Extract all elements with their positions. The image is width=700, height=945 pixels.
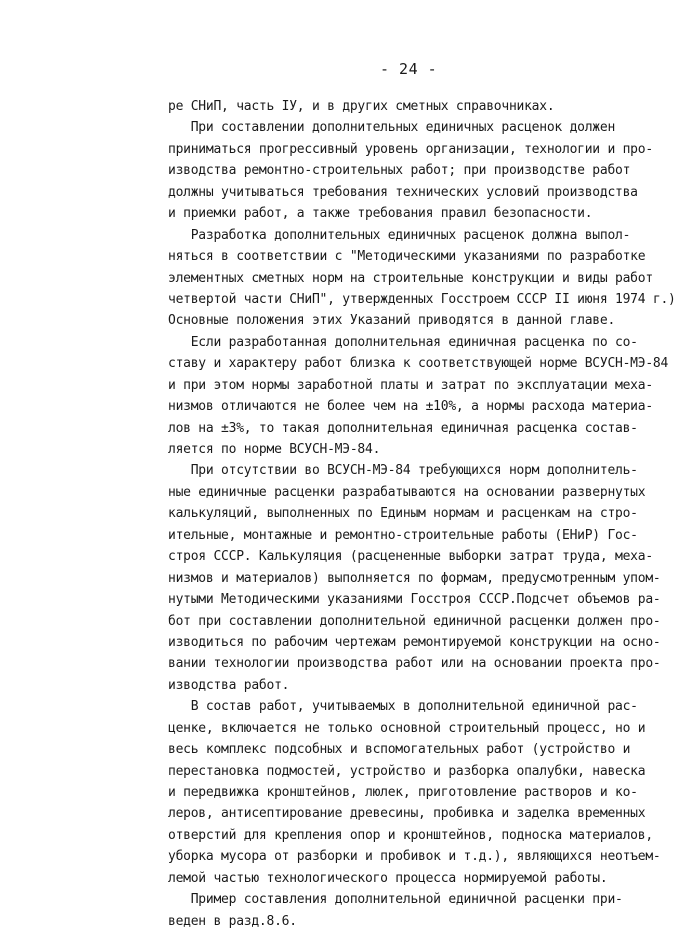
text-line: бот при составлении дополнительной единичной расценки должен про-: [168, 613, 661, 629]
text-line: весь комплекс подсобных и вспомогательных работ (устройство и: [168, 742, 631, 758]
text-line: няться в соответствии с "Методическими указаниями по разработке: [168, 249, 646, 265]
text-line: уборка мусора от разборки и пробивок и т.д.), являющихся неотъем-: [168, 849, 661, 865]
text-line: калькуляций, выполненных по Единым нормам и расценкам на стро-: [168, 506, 638, 522]
body-text: [168, 96, 676, 932]
text-line: Основные положения этих Указаний приводятся в данной главе.: [168, 313, 616, 329]
text-line: ные единичные расценки разрабатываются на основании развернутых: [168, 484, 646, 500]
page-number: - 24 -: [380, 60, 438, 78]
text-line: веден в разд.8.6.: [168, 913, 297, 929]
text-line: В состав работ, учитываемых в дополнительной единичной рас-: [168, 699, 638, 715]
text-line: лемой частью технологического процесса нормируемой работы.: [168, 870, 608, 886]
text-line: отверстий для крепления опор и кронштейнов, подноска материалов,: [168, 827, 653, 843]
text-line: и передвижка кронштейнов, люлек, приготовление растворов и ко-: [168, 785, 638, 800]
text-line: и при этом нормы заработной платы и затрат по эксплуатации меха-: [168, 377, 653, 393]
text-line: низмов отличаются не более чем на ±10%, а нормы расхода материа-: [168, 399, 653, 415]
text-line: ценке, включается не только основной строительный процесс, но и: [168, 720, 646, 736]
text-line: низмов и материалов) выполняется по формам, предусмотренным упом-: [168, 570, 661, 586]
text-line: нутыми Методическими указаниями Госстроя СССР.Подсчет объемов ра-: [168, 592, 661, 608]
text-line: должны учитываться требования технических условий производства: [168, 184, 638, 200]
text-line: ставу и характеру работ близка к соответствующей норме ВСУСН-МЭ-84: [168, 356, 669, 372]
text-line: приниматься прогрессивный уровень организации, технологии и про-: [168, 141, 653, 157]
text-line: При отсутствии во ВСУСН-МЭ-84 требующихся норм дополнитель-: [168, 463, 638, 479]
text-line: Пример составления дополнительной единичной расценки при-: [168, 892, 623, 908]
text-line: изводиться по рабочим чертежам ремонтируемой конструкции на осно-: [168, 634, 661, 650]
text-line: ре СНиП, часть IУ, и в других сметных справочниках.: [168, 99, 555, 114]
text-line: изводства ремонтно-строительных работ; при производстве работ: [168, 163, 631, 179]
text-line: ительные, монтажные и ремонтно-строительные работы (ЕНиР) Гос-: [168, 527, 638, 543]
text-line: и приемки работ, а также требования правил безопасности.: [168, 206, 593, 222]
text-line: Разработка дополнительных единичных расценок должна выпол-: [168, 227, 631, 243]
text-line: изводства работ.: [168, 677, 290, 693]
text-line: При составлении дополнительных единичных расценок должен: [168, 120, 616, 136]
text-line: леров, антисептирование древесины, пробивка и заделка временных: [168, 806, 646, 822]
text-line: четвертой части СНиП", утвержденных Госстроем СССР II июня 1974 г.): [168, 291, 676, 307]
text-line: элементных сметных норм на строительные конструкции и виды работ: [168, 270, 653, 286]
text-line: лов на ±3%, то такая дополнительная единичная расценка состав-: [168, 420, 638, 436]
text-line: вании технологии производства работ или на основании проекта про-: [168, 656, 661, 672]
text-line: Если разработанная дополнительная единичная расценка по со-: [168, 334, 638, 350]
text-line: ляется по норме ВСУСН-МЭ-84.: [168, 442, 381, 457]
text-line: перестановка подмостей, устройство и разборка опалубки, навеска: [168, 763, 646, 779]
text-line: строя СССР. Калькуляция (расцененные выборки затрат труда, меха-: [168, 549, 653, 565]
